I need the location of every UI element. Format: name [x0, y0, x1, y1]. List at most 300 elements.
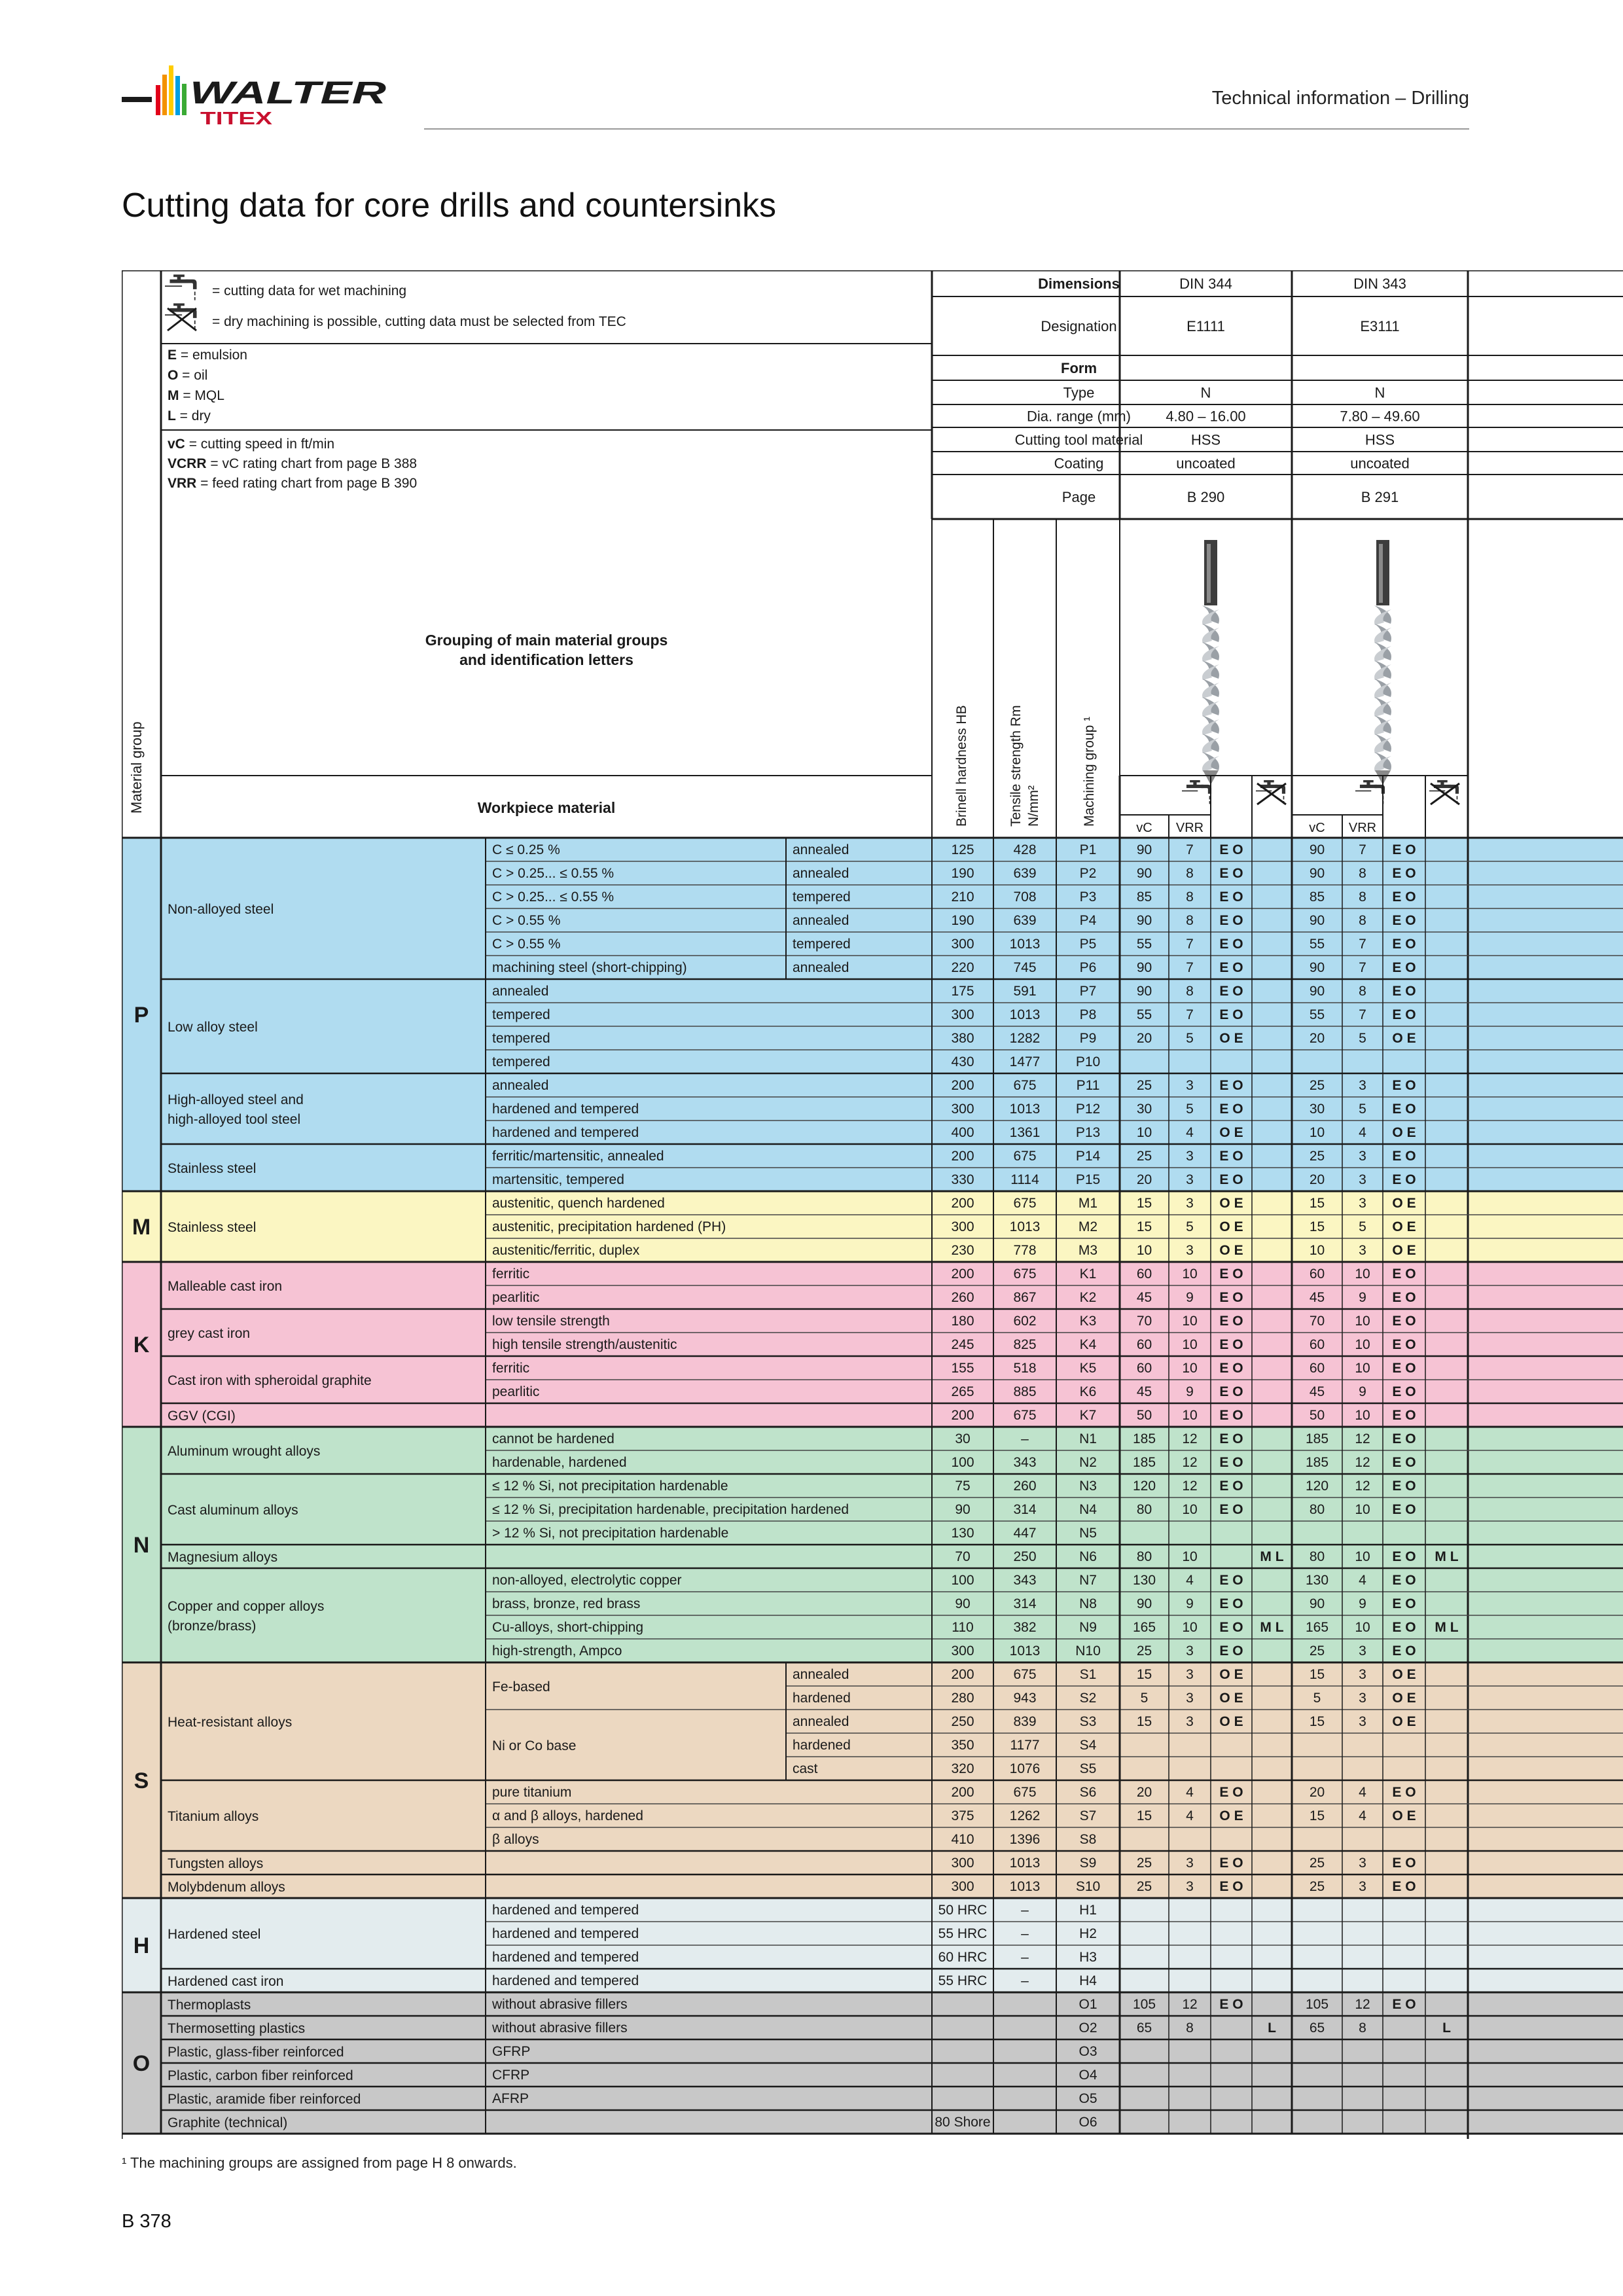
feed-rating-din344: 8	[1186, 866, 1194, 881]
tensile-strength: 639	[1013, 866, 1037, 881]
brinell-hardness: 75	[955, 1479, 971, 1494]
feed-rating-din343: 4	[1359, 1573, 1366, 1588]
tensile-strength: –	[1021, 1431, 1029, 1446]
tensile-strength: 602	[1013, 1314, 1037, 1329]
cutting-speed-din344: 60	[1136, 1337, 1152, 1352]
row-background	[122, 2039, 1623, 2063]
cutting-speed-din343: 25	[1309, 1078, 1325, 1093]
brinell-hardness: 380	[951, 1031, 974, 1046]
brinell-hardness: 430	[951, 1054, 974, 1069]
dry-coolant-din343: M L	[1435, 1620, 1459, 1635]
feed-rating-din343: 3	[1359, 1243, 1366, 1258]
feed-rating-din344: 9	[1186, 1290, 1194, 1305]
feed-rating-din344: 4	[1186, 1808, 1194, 1823]
cutting-speed-din343: 90	[1309, 866, 1325, 881]
machining-group: S9	[1079, 1856, 1097, 1871]
feed-rating-din344: 5	[1186, 1219, 1194, 1234]
material-group-letter: P	[134, 1003, 149, 1028]
machining-group: N3	[1079, 1479, 1097, 1494]
feed-rating-din344: 3	[1186, 1078, 1194, 1093]
feed-rating-din344: 3	[1186, 1196, 1194, 1211]
feed-rating-din343: 4	[1359, 1785, 1366, 1800]
footnote: ¹ The machining groups are assigned from page H 8 onwards.	[122, 2155, 517, 2171]
cutting-speed-din343: 60	[1309, 1337, 1325, 1352]
subgroup-name: Aluminum wrought alloys	[168, 1444, 321, 1459]
wet-coolant-din343: E O	[1392, 1785, 1416, 1800]
feed-rating-din344: 8	[1186, 2020, 1194, 2036]
workpiece-material: austenitic, precipitation hardened (PH)	[492, 1219, 726, 1234]
material-group-header: Material group	[128, 721, 145, 814]
wet-coolant-din343: E O	[1392, 937, 1416, 952]
cutting-speed-din344: 105	[1132, 1997, 1156, 2012]
wet-coolant-din344: O E	[1219, 1691, 1243, 1706]
subgroup-name: grey cast iron	[168, 1326, 251, 1341]
cutting-speed-din344: 10	[1136, 1243, 1152, 1258]
wet-coolant-din343: E O	[1392, 960, 1416, 975]
feed-rating-din344: 10	[1182, 1502, 1198, 1517]
feed-rating-din343: 8	[1359, 2020, 1366, 2036]
brinell-hardness: 200	[951, 1266, 974, 1282]
feed-rating-din344: 10	[1182, 1361, 1198, 1376]
material-condition: annealed	[793, 913, 849, 928]
tensile-strength: 675	[1013, 1785, 1037, 1800]
tensile-strength: 1262	[1009, 1808, 1041, 1823]
machining-group: O1	[1079, 1997, 1097, 2012]
spec-label: Cutting tool material	[1014, 431, 1143, 448]
brinell-hardness: 280	[951, 1691, 974, 1706]
cutting-speed-din343: 90	[1309, 960, 1325, 975]
vrr-header: VRR	[1348, 821, 1377, 835]
cutting-speed-din343: 105	[1305, 1997, 1329, 2012]
tensile-strength: 591	[1013, 984, 1037, 999]
wet-coolant-din343: E O	[1392, 1502, 1416, 1517]
tensile-strength: 343	[1013, 1573, 1037, 1588]
brinell-hardness: 90	[955, 1596, 971, 1611]
feed-rating-din343: 9	[1359, 1290, 1366, 1305]
machining-group: O4	[1079, 2068, 1097, 2083]
spec-label: Dia. range (mm)	[1027, 408, 1131, 425]
cutting-speed-din343: 45	[1309, 1384, 1325, 1399]
machining-group: P9	[1079, 1031, 1097, 1046]
row-background	[122, 1898, 1623, 1922]
brinell-hardness: 200	[951, 1078, 974, 1093]
wet-coolant-din343: O E	[1392, 1714, 1416, 1729]
material-group-letter: S	[134, 1768, 149, 1793]
feed-rating-din343: 3	[1359, 1149, 1366, 1164]
brinell-hardness: 70	[955, 1549, 971, 1564]
machining-group: K6	[1079, 1384, 1097, 1399]
tensile-header: N/mm²	[1026, 785, 1041, 827]
machining-group: M3	[1078, 1243, 1098, 1258]
machining-group: H3	[1079, 1950, 1097, 1965]
spec-label: Type	[1063, 384, 1095, 401]
wet-coolant-din343: E O	[1392, 1384, 1416, 1399]
wet-coolant-din344: O E	[1219, 1714, 1243, 1729]
tensile-strength: 1013	[1009, 1856, 1041, 1871]
feed-rating-din343: 10	[1355, 1620, 1370, 1635]
cutting-speed-din344: 90	[1136, 842, 1152, 857]
cutting-speed-din344: 85	[1136, 889, 1152, 905]
machining-group: K1	[1079, 1266, 1097, 1282]
wet-coolant-din344: E O	[1219, 1149, 1243, 1164]
machining-group: N9	[1079, 1620, 1097, 1635]
machining-group: S7	[1079, 1808, 1097, 1823]
subgroup-name: Graphite (technical)	[168, 2115, 288, 2130]
subgroup-name: Tungsten alloys	[168, 1856, 264, 1871]
machining-group: S2	[1079, 1691, 1097, 1706]
cutting-speed-din344: 20	[1136, 1785, 1152, 1800]
subgroup-name: Copper and copper alloys	[168, 1599, 325, 1614]
wet-coolant-din344: E O	[1219, 1007, 1243, 1022]
feed-rating-din344: 8	[1186, 984, 1194, 999]
wet-coolant-din343: O E	[1392, 1125, 1416, 1140]
wet-coolant-din344: E O	[1219, 1361, 1243, 1376]
cutting-speed-din343: 90	[1309, 984, 1325, 999]
legend-key: vC = cutting speed in ft/min	[168, 437, 335, 452]
feed-rating-din343: 3	[1359, 1196, 1366, 1211]
wet-coolant-din343: E O	[1392, 1408, 1416, 1423]
logo-sub: TITEX	[200, 108, 273, 128]
machining-group: N6	[1079, 1549, 1097, 1564]
legend-key: VCRR = vC rating chart from page B 388	[168, 456, 418, 471]
spec-label: Dimensions	[1038, 276, 1120, 292]
header-divider	[424, 128, 1469, 130]
material-group-letter: N	[133, 1533, 150, 1558]
feed-rating-din344: 7	[1186, 937, 1194, 952]
tool-spec-page: B 290	[1186, 489, 1225, 505]
feed-rating-din343: 3	[1359, 1078, 1366, 1093]
subgroup-name: Non-alloyed steel	[168, 902, 274, 917]
brinell-hardness: 30	[955, 1431, 971, 1446]
brinell-hardness: 55 HRC	[938, 1973, 988, 1988]
material-group-letter: K	[133, 1333, 150, 1357]
dry-coolant-din344: L	[1268, 2020, 1276, 2036]
wet-machining-icon	[1182, 780, 1211, 804]
brinell-hardness: 230	[951, 1243, 974, 1258]
cutting-speed-din344: 45	[1136, 1384, 1152, 1399]
cutting-speed-din344: 20	[1136, 1172, 1152, 1187]
machining-group: N5	[1079, 1526, 1097, 1541]
machining-group: S1	[1079, 1667, 1097, 1682]
tool-spec-designation: E3111	[1360, 318, 1400, 334]
brinell-hardness: 245	[951, 1337, 974, 1352]
wet-coolant-din344: E O	[1219, 1643, 1243, 1659]
workpiece-material: tempered	[492, 1031, 550, 1046]
wet-coolant-din344: E O	[1219, 1337, 1243, 1352]
wet-coolant-din343: E O	[1392, 1455, 1416, 1470]
workpiece-material: high-strength, Ampco	[492, 1643, 622, 1659]
wet-coolant-din344: E O	[1219, 866, 1243, 881]
tool-spec-material: HSS	[1190, 431, 1221, 448]
machining-group: P11	[1076, 1078, 1100, 1093]
brinell-hardness: 90	[955, 1502, 971, 1517]
workpiece-material: CFRP	[492, 2068, 530, 2083]
wet-coolant-din343: E O	[1392, 1266, 1416, 1282]
wet-coolant-din343: E O	[1392, 889, 1416, 905]
drill-image-din343	[1374, 540, 1391, 785]
brinell-hardness: 330	[951, 1172, 974, 1187]
feed-rating-din343: 10	[1355, 1314, 1370, 1329]
wet-coolant-din343: E O	[1392, 1078, 1416, 1093]
wet-coolant-din344: O E	[1219, 1196, 1243, 1211]
cutting-speed-din344: 90	[1136, 866, 1152, 881]
brinell-hardness: 130	[951, 1526, 974, 1541]
subgroup-name: (bronze/brass)	[168, 1619, 257, 1634]
machining-group: K3	[1079, 1314, 1097, 1329]
feed-rating-din344: 10	[1182, 1549, 1198, 1564]
feed-rating-din344: 4	[1186, 1125, 1194, 1140]
wet-coolant-din344: E O	[1219, 1479, 1243, 1494]
wet-coolant-din343: E O	[1392, 1149, 1416, 1164]
brinell-hardness: 100	[951, 1573, 974, 1588]
workpiece-material: hardened and tempered	[492, 1950, 639, 1965]
tensile-header: Tensile strength Rm	[1008, 705, 1024, 827]
cutting-speed-din343: 25	[1309, 1643, 1325, 1659]
tensile-strength: 1013	[1009, 1219, 1041, 1234]
cutting-speed-din344: 20	[1136, 1031, 1152, 1046]
wet-coolant-din344: E O	[1219, 1879, 1243, 1894]
wet-coolant-din343: O E	[1392, 1196, 1416, 1211]
feed-rating-din343: 3	[1359, 1667, 1366, 1682]
cutting-speed-din343: 80	[1309, 1549, 1325, 1564]
cutting-speed-din344: 25	[1136, 1078, 1152, 1093]
dry-coolant-din343: L	[1442, 2020, 1451, 2036]
machining-group: P4	[1079, 913, 1097, 928]
legend-key: VRR = feed rating chart from page B 390	[168, 476, 418, 491]
brinell-hardness: 50 HRC	[938, 1903, 988, 1918]
cutting-speed-din344: 5	[1140, 1691, 1149, 1706]
workpiece-material: Cu-alloys, short-chipping	[492, 1620, 644, 1635]
machining-group: P5	[1079, 937, 1097, 952]
feed-rating-din344: 3	[1186, 1667, 1194, 1682]
workpiece-material: ferritic	[492, 1361, 530, 1376]
workpiece-material: GFRP	[492, 2044, 531, 2059]
machining-group: S6	[1079, 1785, 1097, 1800]
workpiece-material: non-alloyed, electrolytic copper	[492, 1573, 682, 1588]
feed-rating-din343: 3	[1359, 1714, 1366, 1729]
feed-rating-din343: 7	[1359, 1007, 1366, 1022]
cutting-speed-din343: 70	[1309, 1314, 1325, 1329]
brinell-hardness: 55 HRC	[938, 1926, 988, 1941]
legend-wet: = cutting data for wet machining	[212, 283, 407, 298]
logo-wordmark: WALTER	[190, 76, 387, 111]
tool-spec-dia_range: 7.80 – 49.60	[1340, 408, 1420, 425]
wet-coolant-din344: E O	[1219, 1172, 1243, 1187]
feed-rating-din344: 4	[1186, 1785, 1194, 1800]
cutting-speed-din344: 165	[1132, 1620, 1156, 1635]
wet-coolant-din343: E O	[1392, 1643, 1416, 1659]
feed-rating-din344: 3	[1186, 1714, 1194, 1729]
vc-header: vC	[1136, 821, 1152, 835]
material-condition: annealed	[793, 960, 849, 975]
feed-rating-din344: 7	[1186, 842, 1194, 857]
wet-coolant-din343: E O	[1392, 913, 1416, 928]
machining-group: S4	[1079, 1738, 1097, 1753]
subgroup-name: Cast iron with spheroidal graphite	[168, 1373, 372, 1388]
cutting-speed-din344: 30	[1136, 1102, 1152, 1117]
workpiece-material: hardened and tempered	[492, 1903, 639, 1918]
feed-rating-din343: 12	[1355, 1431, 1370, 1446]
tensile-strength: 1361	[1009, 1125, 1041, 1140]
cutting-speed-din344: 60	[1136, 1361, 1152, 1376]
wet-coolant-din344: E O	[1219, 1266, 1243, 1282]
cutting-speed-din343: 15	[1309, 1667, 1325, 1682]
tensile-strength: 1114	[1010, 1172, 1039, 1187]
workpiece-material: C > 0.25... ≤ 0.55 %	[492, 866, 615, 881]
grouping-header: Grouping of main material groups	[425, 632, 668, 649]
feed-rating-din344: 9	[1186, 1596, 1194, 1611]
machining-group: O2	[1079, 2020, 1097, 2036]
feed-rating-din344: 12	[1182, 1997, 1198, 2012]
cutting-speed-din344: 55	[1136, 1007, 1152, 1022]
feed-rating-din343: 10	[1355, 1337, 1370, 1352]
workpiece-material: brass, bronze, red brass	[492, 1596, 641, 1611]
cutting-speed-din344: 15	[1136, 1667, 1152, 1682]
cutting-data-table	[122, 270, 1623, 2139]
feed-rating-din344: 10	[1182, 1266, 1198, 1282]
wet-coolant-din344: O E	[1219, 1125, 1243, 1140]
tool-spec-page: B 291	[1361, 489, 1399, 505]
feed-rating-din343: 7	[1359, 937, 1366, 952]
brinell-hardness: 210	[951, 889, 974, 905]
subgroup-name: Stainless steel	[168, 1220, 257, 1235]
wet-coolant-din344: E O	[1219, 960, 1243, 975]
brinell-hardness: 300	[951, 1219, 974, 1234]
tensile-strength: 314	[1013, 1596, 1037, 1611]
brinell-hardness: 60 HRC	[938, 1950, 988, 1965]
walter-titex-logo	[122, 59, 397, 131]
feed-rating-din343: 5	[1359, 1031, 1366, 1046]
cutting-speed-din344: 55	[1136, 937, 1152, 952]
subgroup-name: Plastic, carbon fiber reinforced	[168, 2068, 353, 2083]
wet-coolant-din343: E O	[1392, 1314, 1416, 1329]
feed-rating-din343: 12	[1355, 1479, 1370, 1494]
wet-coolant-din343: E O	[1392, 1596, 1416, 1611]
feed-rating-din343: 8	[1359, 866, 1366, 881]
row-background	[122, 1733, 1623, 1757]
wet-coolant-din344: E O	[1219, 1314, 1243, 1329]
wet-coolant-din344: E O	[1219, 1997, 1243, 2012]
cutting-speed-din343: 85	[1309, 889, 1325, 905]
subgroup-name: Heat-resistant alloys	[168, 1715, 293, 1730]
wet-coolant-din343: E O	[1392, 1172, 1416, 1187]
feed-rating-din344: 10	[1182, 1408, 1198, 1423]
machining-group: N2	[1079, 1455, 1097, 1470]
workpiece-material: AFRP	[492, 2091, 529, 2106]
machining-group: P13	[1075, 1125, 1101, 1140]
wet-coolant-din344: O E	[1219, 1031, 1243, 1046]
workpiece-material: C > 0.55 %	[492, 937, 561, 952]
tool-spec-type: N	[1374, 384, 1385, 401]
subgroup-name: Thermosetting plastics	[168, 2021, 306, 2036]
tensile-strength: 675	[1013, 1078, 1037, 1093]
brinell-hardness: 300	[951, 937, 974, 952]
wet-coolant-din343: E O	[1392, 1856, 1416, 1871]
legend-key: O = oil	[168, 368, 208, 383]
cutting-speed-din343: 90	[1309, 913, 1325, 928]
tensile-strength: 778	[1013, 1243, 1037, 1258]
cutting-speed-din344: 15	[1136, 1808, 1152, 1823]
material-condition: annealed	[793, 1667, 849, 1682]
subgroup-name: Molybdenum alloys	[168, 1880, 285, 1895]
tensile-strength: 639	[1013, 913, 1037, 928]
cutting-speed-din343: 20	[1309, 1031, 1325, 1046]
feed-rating-din344: 5	[1186, 1102, 1194, 1117]
feed-rating-din343: 4	[1359, 1808, 1366, 1823]
wet-coolant-din343: O E	[1392, 1691, 1416, 1706]
tensile-strength: 518	[1013, 1361, 1037, 1376]
brinell-hardness: 375	[951, 1808, 974, 1823]
cutting-speed-din344: 45	[1136, 1290, 1152, 1305]
tensile-strength: 382	[1013, 1620, 1037, 1635]
tensile-strength: 885	[1013, 1384, 1037, 1399]
cutting-speed-din343: 65	[1309, 2020, 1325, 2036]
brinell-hardness: 180	[951, 1314, 974, 1329]
feed-rating-din344: 3	[1186, 1856, 1194, 1871]
cutting-speed-din343: 50	[1309, 1408, 1325, 1423]
feed-rating-din343: 12	[1355, 1997, 1370, 2012]
dry-coolant-din344: M L	[1260, 1549, 1284, 1564]
wet-coolant-din343: O E	[1392, 1808, 1416, 1823]
spec-label: Coating	[1054, 455, 1104, 472]
dry-coolant-din343: M L	[1435, 1549, 1459, 1564]
drill-image-din344	[1202, 540, 1219, 785]
feed-rating-din344: 7	[1186, 1007, 1194, 1022]
feed-rating-din343: 3	[1359, 1643, 1366, 1659]
feed-rating-din344: 12	[1182, 1455, 1198, 1470]
machining-group: S5	[1079, 1761, 1097, 1776]
workpiece-material: C > 0.55 %	[492, 913, 561, 928]
workpiece-material: hardened and tempered	[492, 1125, 639, 1140]
tensile-strength: 675	[1013, 1196, 1037, 1211]
workpiece-material: machining steel (short-chipping)	[492, 960, 687, 975]
brinell-hardness: 200	[951, 1408, 974, 1423]
section-heading: Technical information – Drilling	[1211, 88, 1469, 109]
tensile-strength: 1013	[1009, 937, 1041, 952]
cutting-speed-din343: 10	[1309, 1125, 1325, 1140]
cutting-speed-din344: 15	[1136, 1196, 1152, 1211]
cutting-speed-din343: 55	[1309, 937, 1325, 952]
subgroup-name: Low alloy steel	[168, 1020, 258, 1035]
wet-machining-icon	[165, 274, 197, 300]
workpiece-material: high tensile strength/austenitic	[492, 1337, 677, 1352]
cutting-speed-din343: 185	[1305, 1431, 1329, 1446]
brinell-hardness: 350	[951, 1738, 974, 1753]
wet-coolant-din344: E O	[1219, 1408, 1243, 1423]
machining-group: O5	[1079, 2091, 1097, 2106]
brinell-hardness: 125	[951, 842, 974, 857]
cutting-speed-din343: 15	[1309, 1196, 1325, 1211]
brinell-hardness: 200	[951, 1149, 974, 1164]
cutting-speed-din344: 10	[1136, 1125, 1152, 1140]
brinell-hardness: 80 Shore	[935, 2115, 991, 2130]
tensile-strength: 675	[1013, 1149, 1037, 1164]
brinell-hardness: 190	[951, 866, 974, 881]
workpiece-material: without abrasive fillers	[492, 2020, 628, 2036]
workpiece-material: > 12 % Si, not precipitation hardenable	[492, 1526, 729, 1541]
cutting-speed-din344: 185	[1132, 1431, 1156, 1446]
cutting-speed-din343: 25	[1309, 1856, 1325, 1871]
machining-group: P2	[1079, 866, 1097, 881]
machining-group: N7	[1079, 1573, 1097, 1588]
feed-rating-din344: 3	[1186, 1879, 1194, 1894]
tensile-strength: 1013	[1009, 1007, 1041, 1022]
machining-group: P7	[1079, 984, 1097, 999]
material-condition: annealed	[793, 866, 849, 881]
subgroup-name: Hardened cast iron	[168, 1974, 284, 1989]
wet-coolant-din343: E O	[1392, 1879, 1416, 1894]
legend-key: E = emulsion	[168, 348, 247, 363]
